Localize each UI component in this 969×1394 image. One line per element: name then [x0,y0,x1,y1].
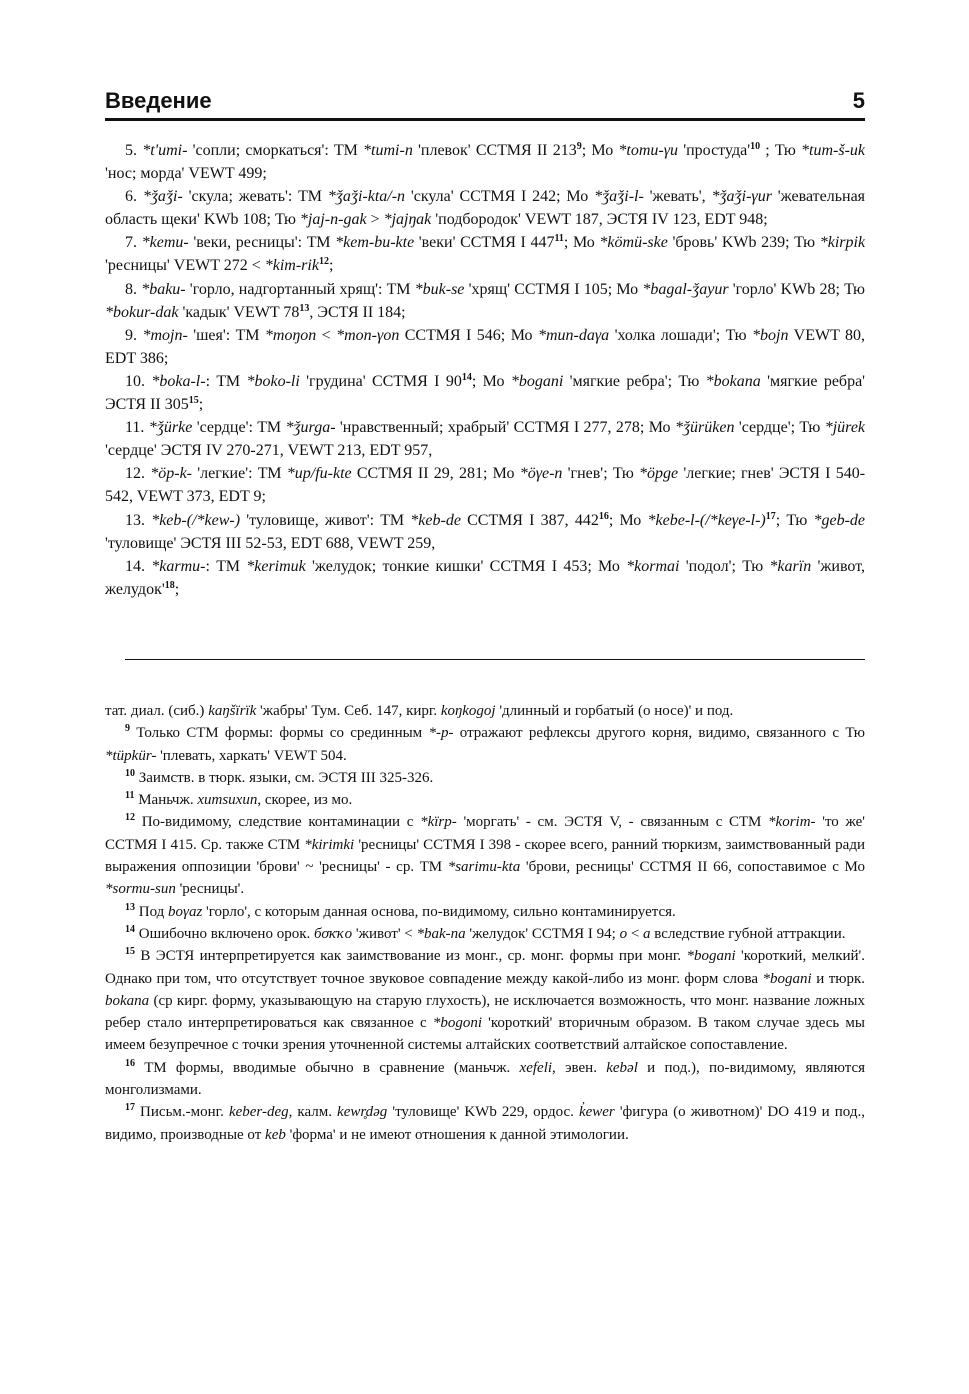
reconstructed-form: *tüpkür- [105,747,157,764]
reconstructed-form: *ǯürüken [674,419,735,437]
reconstructed-form: *keb-de [410,511,461,529]
etymology-entry [105,555,865,601]
text-run: 'сердце'; Тю [734,419,825,437]
chapter-title: Введение [105,88,212,113]
etymology-entries [105,139,865,601]
footnote-ref: 16 [598,510,609,522]
reconstructed-form: *mun-daγa [537,326,610,344]
footnote-ref: 14 [461,371,472,383]
reconstructed-form: *kebe-l-(/*keγe-l-) [647,511,766,529]
etymology-entry [105,278,865,324]
text-run: 13. [125,511,152,529]
footnote-ref: 11 [554,233,564,245]
text-run: Маньчж. [134,792,198,809]
footnote-ref: 12 [318,256,329,268]
text-run: 'горло, надгортанный хрящ': ТМ [185,280,415,298]
reconstructed-form: *mon-γon [336,326,400,344]
text-run: , эвен. [552,1059,607,1076]
text-run: ; Тю [760,142,802,159]
text-run: 'горло' KWb 28; Тю [728,280,866,298]
footnote-separator [125,659,865,660]
text-run: 9. [125,326,143,344]
reconstructed-form: *kemu- [141,234,189,252]
text-run: 'туловище' KWb 229, ордос. [387,1104,579,1121]
reconstructed-form: *öpge [639,465,679,483]
text-run: 'горло', с которым данная основа, по-видимому, сильно контаминируется. [202,903,676,920]
text-run: и под.), по-видимому, являются монголизмами. [105,1059,865,1099]
text-run: 'скула; жевать': ТМ [182,188,328,206]
reconstructed-form: *bak-na [416,925,466,942]
text-run: Ошибочно включено орок. [135,925,314,942]
reconstructed-form: xumsuxun [197,792,258,809]
text-run: 'форма' и не имеют отношения к данной этимологии. [285,1126,629,1143]
footnote [105,901,865,923]
footnote [105,945,865,1056]
text-run: Под [135,903,169,920]
reconstructed-form: keb [265,1126,286,1143]
text-run: 'грудина' ССТМЯ I 90 [299,372,462,390]
reconstructed-form: *bogoni [432,1015,482,1032]
reconstructed-form: *bogani [510,372,564,390]
text-run: 'живот' < [352,925,417,942]
reconstructed-form: *-p- [428,725,454,742]
reconstructed-form: *öp-k- [150,465,192,483]
text-run: 11. [125,419,149,437]
text-run: ССТМЯ I 387, 442 [460,511,599,529]
text-run: 'жабры' Тум. Себ. 147, кирг. [256,703,441,719]
reconstructed-form: *kömü-ske [599,234,668,252]
text-run: 'шея': ТМ [187,326,265,344]
text-run: ; [328,257,334,275]
text-run: тат. диал. (сиб.) [105,703,209,719]
reconstructed-form: *ǯaǯi-kta/-n [327,188,406,206]
text-run: 'ресницы' VEWT 272 < [105,257,265,275]
text-run: Письм.-монг. [135,1104,229,1121]
text-run: 'скула' ССТМЯ I 242; Мо [405,188,595,206]
etymology-entry [105,139,865,185]
reconstructed-form: o [619,925,628,942]
text-run: 7. [125,234,142,252]
text-run: 'туловище' ЭСТЯ III 52-53, EDT 688, VEWT 259, [105,534,436,552]
book-page [105,88,866,1143]
text-run: ТМ формы, вводимые обычно в сравнение (маньчж. [135,1059,520,1076]
text-run: (ср кирг. форму, указывающую на старую глухость), не исключается возможность, что монг. название ложных ребер стало интерпретироваться как связанное с [105,992,865,1032]
text-run: 'веки' ССТМЯ I 447 [414,234,555,252]
text-run: Только СТМ формы: формы со срединным [130,725,429,742]
reconstructed-form: *mojn- [142,326,188,344]
text-run: 'подол'; Тю [679,557,770,575]
text-run: 'ресницы'. [175,881,245,898]
text-run: ; Мо [563,234,600,252]
etymology-entry [105,509,865,555]
text-run: Заимств. в тюрк. языки, см. ЭСТЯ III 325-326. [135,769,434,786]
text-run: ССТМЯ I 546; Мо [399,326,538,344]
text-run: , калм. [288,1104,338,1121]
reconstructed-form: kebəl [606,1059,638,1076]
text-run: 'легкие': ТМ [192,465,287,483]
reconstructed-form: *karïn [769,557,812,575]
reconstructed-form: *boko-li [246,372,300,390]
reconstructed-form: *bojn [752,326,789,344]
reconstructed-form: *keb-(/*kew-) [151,511,241,529]
text-run: 'холка лошади'; Тю [609,326,753,344]
text-run: 'сопли; сморкаться': ТМ [187,142,364,159]
text-run: ; Тю [775,511,814,529]
footnotes [105,700,865,1146]
text-run: 'простуда' [678,142,751,159]
text-run: 8. [125,280,142,298]
footnote-ref: 13 [299,302,310,314]
text-run: 10. [125,372,152,390]
footnote [105,923,865,945]
text-run: ССТМЯ II 29, 281; Мо [351,465,520,483]
footnote [105,789,865,811]
footnote-ref: 15 [188,395,199,407]
footnote [105,1101,865,1146]
text-run: ; Мо [471,372,511,390]
text-run: вследствие губной аттракции. [650,925,846,942]
text-run: 'туловище, живот': ТМ [240,511,411,529]
reconstructed-form: *korim- [768,814,816,831]
reconstructed-form: *kerimuk [246,557,306,575]
reconstructed-form: k̓ewer [578,1104,615,1121]
footnote-ref: 15 [125,946,135,958]
text-run: 'ресницы' ССТМЯ I 398 - скорее всего, ранний тюркизм, заимствованный ради выражения оппозиции 'брови' ~ 'ресницы' - ср. ТМ [105,836,865,876]
text-run: 'нравственный; храбрый' ССТМЯ I 277, 278; Мо [335,419,675,437]
text-run: 'жевать', [643,188,712,206]
footnote-ref: 12 [125,812,135,824]
text-run: По-видимому, следствие контаминации с [135,814,421,831]
text-run: 6. [125,188,143,206]
reconstructed-form: *bagal-ǯayur [642,280,729,298]
reconstructed-form: *sarimu-kta [447,859,521,876]
text-run: 'моргать' - см. ЭСТЯ V, - связанным с СТМ [456,814,769,831]
text-run: 'длинный и горбатый (о носе)' и под. [495,703,734,719]
page-number: 5 [852,88,865,113]
reconstructed-form: *kim-rik [264,257,319,275]
text-run: ; Мо [581,142,619,159]
text-run: и тюрк. [811,970,866,987]
reconstructed-form: *bogani [686,948,736,965]
text-run: 'бровь' KWb 239; Тю [667,234,820,252]
reconstructed-form: *kormai [626,557,680,575]
footnote-ref: 18 [164,579,175,591]
etymology-entry [105,416,865,462]
running-head [105,88,865,121]
footnote [105,767,865,789]
reconstructed-form: *geb-de [813,511,866,529]
reconstructed-form: *jürek [824,419,866,437]
reconstructed-form: *buk-se [414,280,465,298]
text-run: отражают рефлексы другого корня, видимо, связанного с Тю [453,725,865,742]
reconstructed-form: keber-deg [228,1104,289,1121]
text-run: 'веки, ресницы': ТМ [188,234,336,252]
text-run: 'фигура (о животном)' DO 419 и под., видимо, производные от [105,1104,865,1143]
text-run: 'кадык' VEWT 78 [178,303,300,321]
reconstructed-form: xefeli [519,1059,553,1076]
reconstructed-form: *karmu- [151,557,206,575]
text-run: 'гнев'; Тю [562,465,640,483]
text-run: 'легкие; гнев' ЭСТЯ I 540-542, VEWT 373, EDT 9; [105,465,866,506]
text-run: 5. [125,142,143,159]
text-run: 14. [125,557,152,575]
reconstructed-form: bokana [105,992,150,1009]
reconstructed-form: *kirpik [819,234,866,252]
reconstructed-form: *ǯaǯi-l- [594,188,644,206]
etymology-entry [105,231,865,277]
text-run: 'желудок' ССТМЯ I 94; [465,925,620,942]
reconstructed-form: *ǯürke [148,419,193,437]
text-run: : ТМ [205,557,247,575]
reconstructed-form: боҡҡо [313,925,353,942]
footnote-ref: 17 [765,510,776,522]
text-run: 'короткий, мелкий'. Однако при том, что отсутствует точное звуковое совпадение между какой-либо из монг. форм слова [105,948,866,987]
reconstructed-form: *up/fu-kte [286,465,352,483]
reconstructed-form: *bogani [762,970,812,987]
footnote-ref: 10 [125,767,135,779]
text-run: 'хрящ' ССТМЯ I 105; Мо [464,280,643,298]
reconstructed-form: *tumi-n [363,142,413,159]
reconstructed-form: *moŋon [264,326,317,344]
reconstructed-form: *öγe-n [519,465,563,483]
text-run: 'желудок; тонкие кишки' ССТМЯ I 453; Мо [305,557,627,575]
footnote-ref: 11 [125,790,135,802]
etymology-entry [105,370,865,416]
text-run: < [627,925,644,942]
reconstructed-form: koŋkogoj [440,703,496,719]
reconstructed-form: *jajŋak [383,211,432,229]
footnote [105,1057,865,1102]
etymology-entry [105,185,865,231]
text-run: : ТМ [205,372,247,390]
text-run: 'брови, ресницы' ССТМЯ II 66, сопоставимое с Мо [520,859,865,876]
footnote-ref: 9 [576,141,582,152]
footnote [105,700,865,722]
text-run: 'подбородок' VEWT 187, ЭСТЯ IV 123, EDT 948; [431,211,768,229]
text-run: В ЭСТЯ интерпретируется как заимствование из монг., ср. монг. формы при монг. [135,948,687,965]
reconstructed-form: *kem-bu-kte [335,234,415,252]
text-run: 'мягкие ребра'; Тю [563,372,706,390]
reconstructed-form: *tomu-γu [618,142,679,159]
text-run: 'нос; морда' VEWT 499; [105,165,267,183]
etymology-entry [105,324,865,370]
text-run: ; [198,396,204,414]
footnote [105,722,865,767]
reconstructed-form: *kïrp- [420,814,457,831]
text-run: < [316,326,337,344]
text-run: ; Мо [608,511,648,529]
text-run: ; [174,580,180,598]
text-run: 'короткий' вторичным образом. В таком случае здесь мы имеем безупречное с точки зрения уточненной системы алтайских соответствий алтайское сопоставление. [105,1015,865,1054]
reconstructed-form: *ǯurga- [285,419,336,437]
reconstructed-form: *jaj-n-gak [299,211,367,229]
text-run: 'сердце' ЭСТЯ IV 270-271, VEWT 213, EDT 957, [105,442,433,460]
reconstructed-form: *tum-š-uk [801,142,866,159]
text-run: , скорее, из мо. [257,792,353,809]
text-run: 'плевок' ССТМЯ II 213 [412,142,577,159]
text-run: 'мягкие ребра' ЭСТЯ II 305 [105,372,866,414]
reconstructed-form: *bokana [705,372,761,390]
text-run: 'плевать, харкать' VEWT 504. [156,747,347,764]
reconstructed-form: kewr̥dəg [337,1104,388,1121]
text-run: 'то же' ССТМЯ I 415. Ср. также СТМ [105,814,866,853]
footnote-ref: 14 [125,923,135,935]
reconstructed-form: *ǯaǯi-γur [711,188,772,206]
reconstructed-form: *bokur-dak [105,303,179,321]
reconstructed-form: *boka-l- [151,372,206,390]
text-run: 'жевательная область щеки' KWb 108; Тю [105,188,866,229]
reconstructed-form: kaŋšïrïk [208,703,257,719]
reconstructed-form: boγaz [168,903,203,920]
reconstructed-form: *sormu-sun [105,881,176,898]
reconstructed-form: *t'umi- [142,142,188,159]
reconstructed-form: *kirimki [304,836,355,853]
text-run: > [366,211,384,229]
text-run: , ЭСТЯ II 184; [309,303,406,321]
text-run: 12. [125,465,151,483]
footnote-ref: 17 [125,1102,135,1114]
footnote-ref: 10 [750,141,761,152]
footnote-ref: 9 [125,723,130,735]
footnote-ref: 13 [125,901,135,913]
footnote-ref: 16 [125,1057,135,1069]
reconstructed-form: *ǯaǯi- [142,188,183,206]
text-run: 'живот, желудок' [105,557,865,598]
text-run: VEWT 80, EDT 386; [105,326,866,367]
text-run: 'сердце': ТМ [192,419,286,437]
footnote [105,811,865,900]
reconstructed-form: *baku- [141,280,186,298]
reconstructed-form: a [643,925,651,942]
etymology-entry [105,462,865,508]
